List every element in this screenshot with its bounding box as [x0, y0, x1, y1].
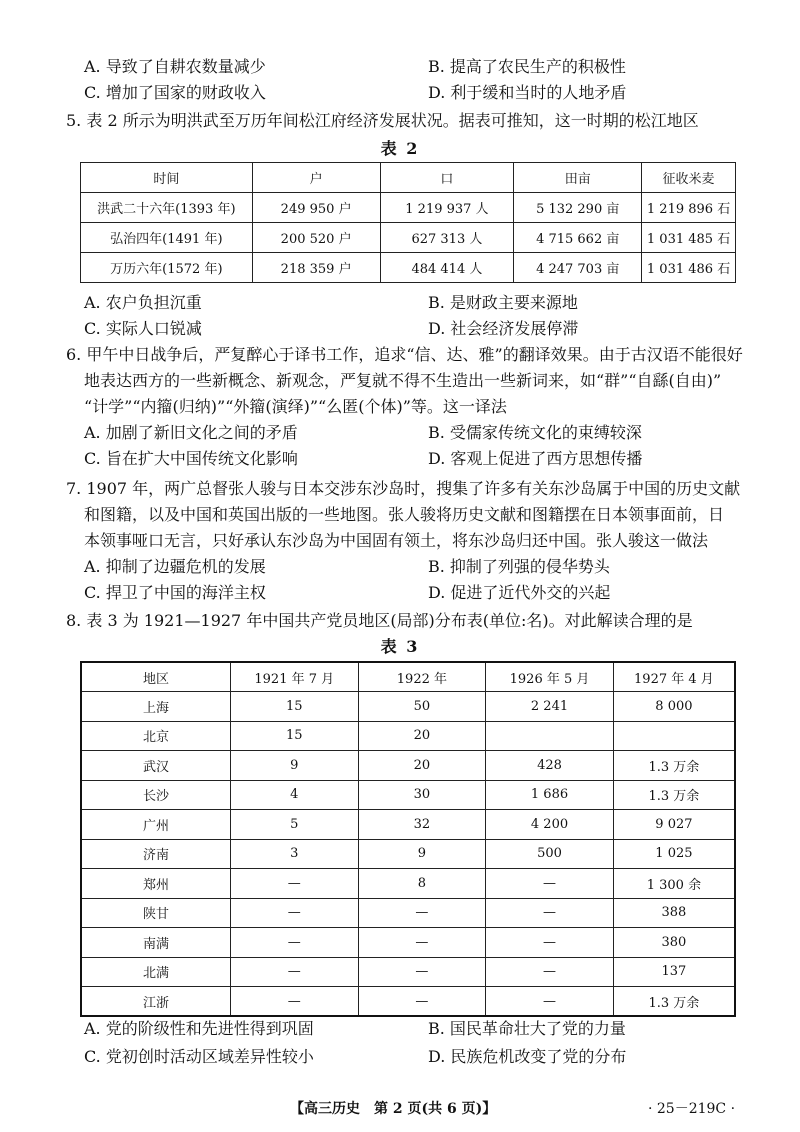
table-cell: 428 — [486, 751, 614, 781]
q6-option-b: B. 受儒家传统文化的束缚较深 — [428, 423, 642, 442]
table-cell: — — [230, 898, 358, 928]
table-cell: 武汉 — [81, 751, 230, 781]
table2-header-row — [81, 163, 736, 193]
table-cell: 1 300 余 — [613, 869, 735, 899]
table-cell: — — [358, 898, 486, 928]
table-cell: 380 — [613, 928, 735, 958]
table-cell: 8 000 — [613, 692, 735, 722]
q4-option-a: A. 导致了自耕农数量减少 — [84, 57, 266, 76]
q5-option-d: D. 社会经济发展停滞 — [428, 319, 579, 338]
table-cell: 1 686 — [486, 780, 614, 810]
table-cell: 5 132 290 亩 — [514, 193, 642, 223]
table-row — [81, 928, 735, 958]
table-row — [81, 898, 735, 928]
table-row — [81, 810, 735, 840]
table-cell: 1.3 万余 — [613, 751, 735, 781]
table-cell: 32 — [358, 810, 486, 840]
q7-option-c: C. 捍卫了中国的海洋主权 — [84, 583, 266, 602]
q8-option-a: A. 党的阶级性和先进性得到巩固 — [84, 1019, 314, 1038]
table-cell: — — [486, 869, 614, 899]
table3-header: 1926 年 5 月 — [486, 662, 614, 692]
table-cell: 8 — [358, 869, 486, 899]
table-cell: 5 — [230, 810, 358, 840]
table-cell: 1 219 896 石 — [642, 193, 736, 223]
table-cell: — — [486, 928, 614, 958]
table3-caption: 表 3 — [380, 637, 420, 656]
table-row — [81, 780, 735, 810]
q7-stem-line-2: 和图籍，以及中国和英国出版的一些地图。张人骏将历史文献和图籍摆在日本领事面前，日 — [84, 505, 725, 524]
table-row — [81, 751, 735, 781]
table-cell: 200 520 户 — [252, 223, 380, 253]
table-cell: 郑州 — [81, 869, 230, 899]
q5-option-b: B. 是财政主要来源地 — [428, 293, 578, 312]
table-cell: 3 — [230, 839, 358, 869]
table2-header: 户 — [252, 163, 380, 193]
table-cell: — — [486, 898, 614, 928]
table-row — [81, 957, 735, 987]
table-cell: — — [230, 928, 358, 958]
table-cell: 济南 — [81, 839, 230, 869]
q4-option-c: C. 增加了国家的财政收入 — [84, 83, 266, 102]
table-cell: 弘治四年(1491 年) — [81, 223, 253, 253]
table-cell: 1 025 — [613, 839, 735, 869]
table-cell: 1 219 937 人 — [380, 193, 514, 223]
table-cell: 15 — [230, 692, 358, 722]
table-cell: 249 950 户 — [252, 193, 380, 223]
table-cell: 4 247 703 亩 — [514, 253, 642, 283]
table3-header: 地区 — [81, 662, 230, 692]
q7-option-d: D. 促进了近代外交的兴起 — [428, 583, 611, 602]
table3-header: 1921 年 7 月 — [230, 662, 358, 692]
table-cell: 30 — [358, 780, 486, 810]
q7-stem-line-1: 7. 1907 年，两广总督张人骏与日本交涉东沙岛时，搜集了许多有关东沙岛属于中国的历史文献 — [66, 479, 741, 498]
table-2 — [80, 162, 736, 283]
q6-stem-line-1: 6. 甲午中日战争后，严复醉心于译书工作，追求“信、达、雅”的翻译效果。由于古汉语不能很好 — [66, 345, 743, 364]
table-cell: 4 715 662 亩 — [514, 223, 642, 253]
table-row — [81, 193, 736, 223]
table2-caption: 表 2 — [380, 139, 420, 158]
q6-option-d: D. 客观上促进了西方思想传播 — [428, 449, 643, 468]
table2-header: 征收米麦 — [642, 163, 736, 193]
table-cell: 洪武二十六年(1393 年) — [81, 193, 253, 223]
table-3 — [80, 661, 736, 1017]
table-cell: 388 — [613, 898, 735, 928]
table2-header: 口 — [380, 163, 514, 193]
q5-stem: 5. 表 2 所示为明洪武至万历年间松江府经济发展状况。据表可推知，这一时期的松江地区 — [66, 111, 699, 130]
table-cell: — — [230, 957, 358, 987]
table-cell: 上海 — [81, 692, 230, 722]
footer-code: · 25－219C · — [648, 1101, 736, 1117]
table-row — [81, 721, 735, 751]
q5-option-a: A. 农户负担沉重 — [84, 293, 202, 312]
table-cell: 50 — [358, 692, 486, 722]
table3-header: 1927 年 4 月 — [613, 662, 735, 692]
table-cell — [486, 721, 614, 751]
q6-stem-line-3: “计学”“内籀(归纳)”“外籀(演绎)”“么匿(个体)”等。这一译法 — [84, 397, 507, 416]
table-cell: — — [486, 987, 614, 1017]
table3-body — [81, 692, 735, 1017]
q6-option-c: C. 旨在扩大中国传统文化影响 — [84, 449, 298, 468]
q7-option-b: B. 抑制了列强的侵华势头 — [428, 557, 610, 576]
table-cell: 20 — [358, 721, 486, 751]
table-cell: 15 — [230, 721, 358, 751]
table-cell: — — [358, 928, 486, 958]
table3-header: 1922 年 — [358, 662, 486, 692]
table-cell: 北满 — [81, 957, 230, 987]
q6-stem-line-2: 地表达西方的一些新概念、新观念，严复就不得不生造出一些新词来，如“群”“自繇(自由)” — [84, 371, 722, 390]
table-cell: 北京 — [81, 721, 230, 751]
table3-header-row — [81, 662, 735, 692]
table-row — [81, 692, 735, 722]
table-cell: 484 414 人 — [380, 253, 514, 283]
table-cell: 1.3 万余 — [613, 780, 735, 810]
table-cell: 137 — [613, 957, 735, 987]
q4-option-b: B. 提高了农民生产的积极性 — [428, 57, 626, 76]
table2-header: 田亩 — [514, 163, 642, 193]
table-cell: 南满 — [81, 928, 230, 958]
q6-option-a: A. 加剧了新旧文化之间的矛盾 — [84, 423, 298, 442]
table-row — [81, 253, 736, 283]
table-cell: 9 — [230, 751, 358, 781]
q8-option-d: D. 民族危机改变了党的分布 — [428, 1047, 627, 1066]
table-cell: — — [358, 987, 486, 1017]
table-row — [81, 223, 736, 253]
table-cell: 长沙 — [81, 780, 230, 810]
table-cell: — — [230, 987, 358, 1017]
footer-page-info: 【高三历史 第 2 页(共 6 页)】 — [290, 1101, 497, 1117]
q8-option-c: C. 党初创时活动区域差异性较小 — [84, 1047, 314, 1066]
table2-header: 时间 — [81, 163, 253, 193]
table-cell: 4 200 — [486, 810, 614, 840]
table-cell: 9 — [358, 839, 486, 869]
q8-option-b: B. 国民革命壮大了党的力量 — [428, 1019, 626, 1038]
table-cell: 江浙 — [81, 987, 230, 1017]
table-cell: 1 031 486 石 — [642, 253, 736, 283]
table-cell: 万历六年(1572 年) — [81, 253, 253, 283]
q5-option-c: C. 实际人口锐减 — [84, 319, 202, 338]
table-cell: 陕甘 — [81, 898, 230, 928]
table-row — [81, 839, 735, 869]
table-cell: 1.3 万余 — [613, 987, 735, 1017]
q8-stem: 8. 表 3 为 1921—1927 年中国共产党员地区(局部)分布表(单位:名)。对此解读合理的是 — [66, 611, 693, 630]
table-cell: 1 031 485 石 — [642, 223, 736, 253]
table-cell — [613, 721, 735, 751]
table-cell: 广州 — [81, 810, 230, 840]
table-cell: 627 313 人 — [380, 223, 514, 253]
table-cell: 2 241 — [486, 692, 614, 722]
q7-stem-line-3: 本领事哑口无言，只好承认东沙岛为中国固有领土，将东沙岛归还中国。张人骏这一做法 — [84, 531, 709, 550]
table-cell: 20 — [358, 751, 486, 781]
table-row — [81, 869, 735, 899]
table-cell: — — [486, 957, 614, 987]
table-cell: 4 — [230, 780, 358, 810]
q4-option-d: D. 利于缓和当时的人地矛盾 — [428, 83, 627, 102]
table-row — [81, 987, 735, 1017]
table-cell: 9 027 — [613, 810, 735, 840]
table-cell: 500 — [486, 839, 614, 869]
table-cell: 218 359 户 — [252, 253, 380, 283]
q7-option-a: A. 抑制了边疆危机的发展 — [84, 557, 266, 576]
table-cell: — — [358, 957, 486, 987]
table-cell: — — [230, 869, 358, 899]
